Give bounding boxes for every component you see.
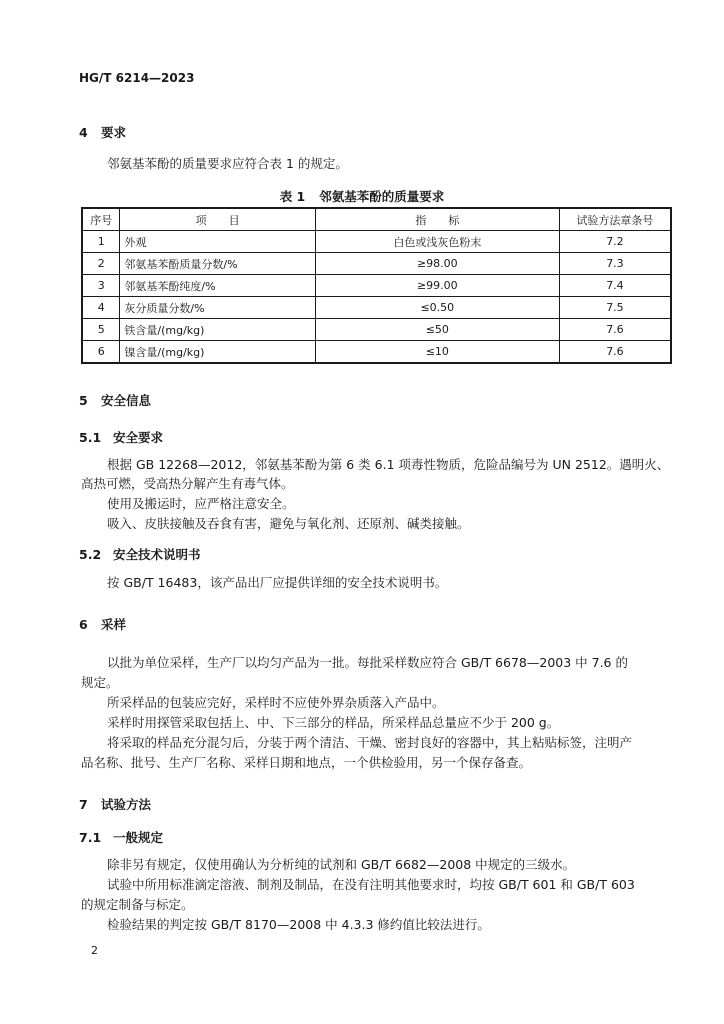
- cell-index: ≤50: [315, 319, 559, 341]
- header-no: 序号: [82, 208, 120, 231]
- subsection-7-1-heading: [79, 828, 163, 846]
- paragraph-line: 以批为单位采样，生产厂以均匀产品为一批。每批采样数应符合 GB/T 6678—2003 中 7.6 的: [107, 655, 628, 670]
- section-number: 5: [79, 393, 88, 408]
- paragraph-line: 根据 GB 12268—2012，邻氨基苯酚为第 6 类 6.1 项毒性物质，危险品编号为 UN 2512。遇明火、: [107, 457, 670, 472]
- paragraph: 检验结果的判定按 GB/T 8170—2008 中 4.3.3 修约值比较法进行。: [107, 917, 490, 932]
- cell-index: ≥99.00: [315, 275, 559, 297]
- subsection-title: 一般规定: [113, 830, 164, 845]
- table-1-caption: [0, 187, 724, 205]
- subsection-number: 7.1: [79, 830, 102, 845]
- paragraph: 采样时用探管采取包括上、中、下三部分的样品，所采样品总量应不少于 200 g。: [107, 715, 560, 730]
- header-item: 项 目: [120, 208, 315, 231]
- page-number: 2: [91, 944, 98, 957]
- section-4-heading: [79, 123, 126, 141]
- cell-no: 4: [82, 297, 120, 319]
- table-row: [82, 319, 671, 341]
- section-5-heading: [79, 391, 151, 409]
- cell-method: 7.6: [559, 341, 671, 364]
- section-number: 4: [79, 125, 88, 140]
- paragraph: 使用及搬运时，应严格注意安全。: [107, 496, 295, 511]
- cell-method: 7.5: [559, 297, 671, 319]
- cell-no: 5: [82, 319, 120, 341]
- subsection-number: 5.1: [79, 430, 102, 445]
- paragraph-line: 将采取的样品充分混匀后，分装于两个清洁、干燥、密封良好的容器中，其上粘贴标签，注明产: [107, 735, 633, 750]
- cell-no: 1: [82, 231, 120, 253]
- table-row: [82, 253, 671, 275]
- cell-item: 邻氨基苯酚纯度/%: [120, 275, 315, 297]
- subsection-title: 安全要求: [113, 430, 164, 445]
- cell-no: 2: [82, 253, 120, 275]
- cell-item: 邻氨基苯酚质量分数/%: [120, 253, 315, 275]
- cell-item: 铁含量/(mg/kg): [120, 319, 315, 341]
- cell-method: 7.3: [559, 253, 671, 275]
- section-4-paragraph: 邻氨基苯酚的质量要求应符合表 1 的规定。: [107, 156, 348, 171]
- header-index: 指 标: [315, 208, 559, 231]
- paragraph: 除非另有规定，仅使用确认为分析纯的试剂和 GB/T 6682—2008 中规定的三级水。: [107, 857, 576, 872]
- table-row: [82, 341, 671, 364]
- cell-method: 7.6: [559, 319, 671, 341]
- paragraph-line: 规定。: [81, 675, 119, 690]
- section-title: 安全信息: [101, 393, 152, 408]
- section-title: 要求: [101, 125, 127, 140]
- cell-index: ≤0.50: [315, 297, 559, 319]
- paragraph: 吸入、皮肤接触及吞食有害，避免与氧化剂、还原剂、碱类接触。: [107, 516, 470, 531]
- quality-requirements-table: [81, 207, 672, 364]
- subsection-5-1-heading: [79, 428, 163, 446]
- cell-index: ≥98.00: [315, 253, 559, 275]
- section-number: 7: [79, 797, 88, 812]
- paragraph: 所采样品的包装应完好，采样时不应使外界杂质落入产品中。: [107, 695, 445, 710]
- cell-item: 灰分质量分数/%: [120, 297, 315, 319]
- subsection-number: 5.2: [79, 547, 102, 562]
- section-6-heading: [79, 615, 126, 633]
- subsection-title: 安全技术说明书: [113, 547, 201, 562]
- table-row: [82, 297, 671, 319]
- table-row: [82, 275, 671, 297]
- table-label: 表 1: [279, 189, 306, 204]
- cell-index: 白色或浅灰色粉末: [315, 231, 559, 253]
- paragraph-line: 试验中所用标准滴定溶液、制剂及制品，在没有注明其他要求时，均按 GB/T 601 和 GB/T 603: [107, 877, 635, 892]
- subsection-5-2-heading: [79, 545, 201, 563]
- cell-item: 外观: [120, 231, 315, 253]
- table-title: 邻氨基苯酚的质量要求: [319, 189, 445, 204]
- section-number: 6: [79, 617, 88, 632]
- table-row: [82, 231, 671, 253]
- table-header-row: [82, 208, 671, 231]
- cell-no: 3: [82, 275, 120, 297]
- cell-index: ≤10: [315, 341, 559, 364]
- cell-no: 6: [82, 341, 120, 364]
- section-title: 采样: [101, 617, 127, 632]
- section-title: 试验方法: [101, 797, 152, 812]
- paragraph: 按 GB/T 16483，该产品出厂应提供详细的安全技术说明书。: [107, 575, 448, 590]
- cell-item: 镍含量/(mg/kg): [120, 341, 315, 364]
- cell-method: 7.4: [559, 275, 671, 297]
- header-method: 试验方法章条号: [559, 208, 671, 231]
- paragraph-line: 的规定制备与标定。: [81, 897, 194, 912]
- standard-code-header: HG/T 6214—2023: [79, 71, 195, 85]
- paragraph-line: 高热可燃，受高热分解产生有毒气体。: [81, 476, 294, 491]
- cell-method: 7.2: [559, 231, 671, 253]
- paragraph-line: 品名称、批号、生产厂名称、采样日期和地点，一个供检验用，另一个保存备查。: [81, 755, 532, 770]
- section-7-heading: [79, 795, 151, 813]
